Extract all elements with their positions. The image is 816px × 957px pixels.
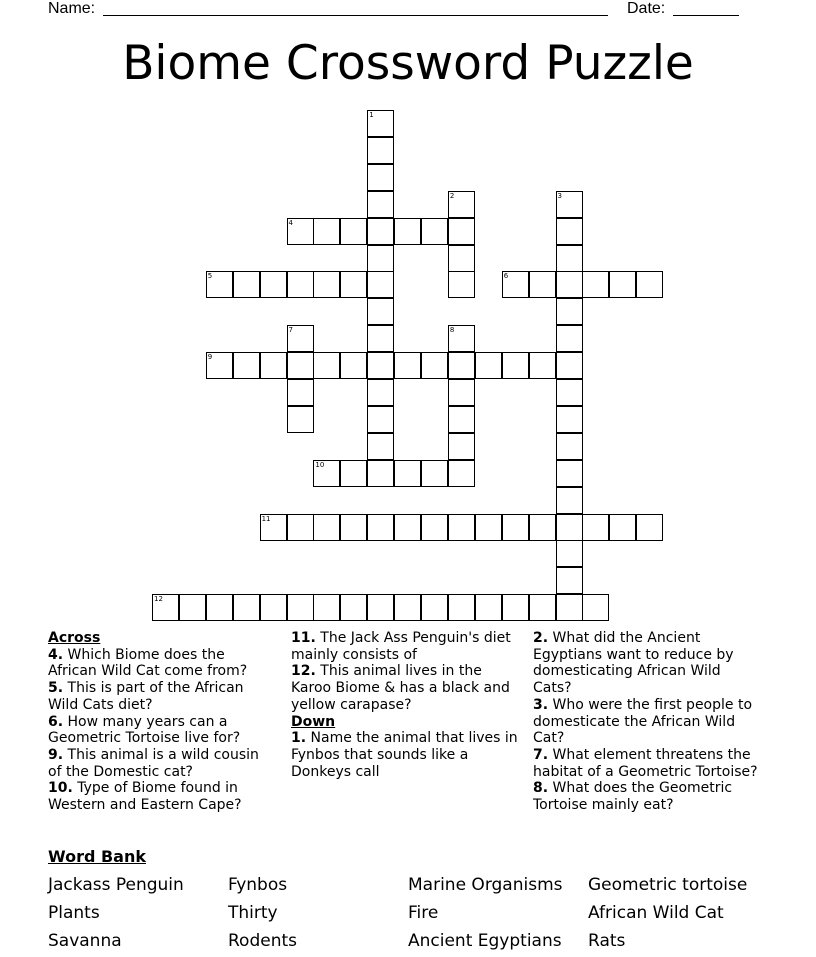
crossword-cell[interactable] [367,137,394,164]
crossword-cell[interactable] [421,352,448,379]
crossword-cell[interactable] [367,164,394,191]
crossword-cell[interactable] [367,110,394,137]
clue-number: 12 [154,595,163,604]
down-heading: Down [291,713,336,730]
crossword-cell[interactable] [287,352,314,379]
clue-number: 1 [369,111,374,119]
down-clue: 2. What did the Ancient Egyptians want to reduce by domesticating African Wild Cats? [533,630,734,697]
crossword-cell[interactable] [636,514,663,541]
clue-number: 6 [503,272,509,281]
crossword-cell[interactable] [448,352,475,379]
crossword-cell[interactable] [287,218,314,245]
crossword-cell[interactable] [394,594,421,621]
crossword-cell[interactable] [448,460,475,487]
crossword-cell[interactable] [313,271,340,298]
word-bank-item: Savanna [48,931,122,951]
crossword-cell[interactable] [179,594,206,621]
word-bank-item: Rats [588,931,626,951]
word-bank-item: African Wild Cat [588,903,724,923]
crossword-cell[interactable] [340,352,367,379]
crossword-cell[interactable] [636,271,663,298]
crossword-cell[interactable] [448,325,475,352]
crossword-cell[interactable] [233,352,260,379]
down-clue: 8. What does the Geometric Tortoise mainly eat? [533,780,733,814]
crossword-cell[interactable] [394,218,421,245]
crossword-cell[interactable] [609,514,636,541]
crossword-cell[interactable] [394,514,421,541]
crossword-cell[interactable] [206,594,233,621]
crossword-cell[interactable] [367,271,394,298]
crossword-cell[interactable] [556,325,583,352]
crossword-cell[interactable] [448,191,475,218]
crossword-cell[interactable] [556,245,583,272]
word-bank-item: Fire [408,903,439,923]
crossword-cell[interactable] [421,514,448,541]
clues-column-3 [533,630,758,814]
crossword-cell[interactable] [421,594,448,621]
crossword-cell[interactable] [502,594,529,621]
crossword-cell[interactable] [260,271,287,298]
clue-number: 11 [261,514,271,523]
word-bank-item: Ancient Egyptians [408,931,562,951]
crossword-cell[interactable] [367,460,394,487]
crossword-cell[interactable] [152,594,179,621]
crossword-cell[interactable] [556,218,583,245]
crossword-cell[interactable] [502,271,529,298]
crossword-cell[interactable] [475,352,502,379]
crossword-cell[interactable] [367,352,394,379]
crossword-cell[interactable] [260,352,287,379]
crossword-cell[interactable] [340,594,367,621]
crossword-cell[interactable] [233,271,260,298]
crossword-cell[interactable] [582,271,609,298]
crossword-cell[interactable] [448,594,475,621]
down-clue: 1. Name the animal that lives in Fynbos that sounds like a Donkeys call [291,730,518,780]
crossword-cell[interactable] [367,433,394,460]
word-bank-item: Fynbos [228,875,288,895]
crossword-cell[interactable] [260,594,287,621]
crossword-cell[interactable] [313,514,340,541]
crossword-cell[interactable] [313,218,340,245]
crossword-cell[interactable] [367,514,394,541]
crossword-cell[interactable] [475,514,502,541]
across-clue: 6. How many years can a Geometric Tortoise live for? [48,713,241,747]
clue-number: 3 [557,191,562,200]
across-clue: 10. Type of Biome found in Western and Eastern Cape? [48,780,242,814]
crossword-cell[interactable] [340,514,367,541]
crossword-cell[interactable] [529,271,556,298]
crossword-cell[interactable] [556,567,583,594]
crossword-cell[interactable] [313,352,340,379]
crossword-cell[interactable] [394,460,421,487]
crossword-cell[interactable] [556,379,583,406]
crossword-cell[interactable] [502,514,529,541]
page-title: Biome Crossword Puzzle [122,36,694,91]
crossword-cell[interactable] [448,271,475,298]
crossword-cell[interactable] [367,379,394,406]
clue-number: 7 [288,326,293,335]
clues-column-1 [48,630,273,814]
crossword-cell[interactable] [448,433,475,460]
word-bank-title: Word Bank [48,847,147,866]
clue-number: 9 [207,353,213,362]
date-label: Date: [627,0,666,17]
crossword-cell[interactable] [287,594,314,621]
crossword-cell[interactable] [556,460,583,487]
crossword-cell[interactable] [448,514,475,541]
crossword-cell[interactable] [529,514,556,541]
crossword-cell[interactable] [367,245,394,272]
clue-number: 2 [449,191,455,200]
crossword-cell[interactable] [556,514,583,541]
crossword-cell[interactable] [556,406,583,433]
crossword-cell[interactable] [313,460,340,487]
crossword-cell[interactable] [582,514,609,541]
crossword-cell[interactable] [260,514,287,541]
crossword-cell[interactable] [287,271,314,298]
crossword-cell[interactable] [287,406,314,433]
crossword-cell[interactable] [448,379,475,406]
crossword-cell[interactable] [287,514,314,541]
crossword-cell[interactable] [529,352,556,379]
crossword-cell[interactable] [448,245,475,272]
crossword-cell[interactable] [206,352,233,379]
word-bank-item: Geometric tortoise [588,875,748,895]
crossword-cell[interactable] [421,460,448,487]
crossword-cell[interactable] [556,191,583,218]
crossword-cell[interactable] [394,352,421,379]
crossword-cell[interactable] [206,271,233,298]
word-bank-item: Jackass Penguin [48,875,184,895]
across-clue: 11. The Jack Ass Penguin's diet mainly consists of [291,630,511,663]
name-label: Name: [48,0,96,17]
crossword-cell[interactable] [367,218,394,245]
word-bank-item: Plants [48,903,100,923]
crossword-cell[interactable] [556,271,583,298]
crossword-cell[interactable] [529,594,556,621]
crossword-cell[interactable] [556,298,583,325]
crossword-cell[interactable] [609,271,636,298]
clue-number: 8 [449,326,455,335]
crossword-cell[interactable] [556,487,583,514]
crossword-cell[interactable] [287,379,314,406]
crossword-cell[interactable] [340,271,367,298]
across-clue: 5. This is part of the African Wild Cats diet? [48,680,244,713]
across-clue: 9. This animal is a wild cousin of the Domestic cat? [48,746,259,780]
across-clue: 4. Which Biome does the African Wild Cat come from? [48,646,248,680]
across-heading: Across [48,630,101,646]
crossword-cell[interactable] [502,352,529,379]
crossword-cell[interactable] [367,406,394,433]
crossword-cell[interactable] [556,540,583,567]
crossword-cell[interactable] [448,406,475,433]
crossword-cell[interactable] [340,460,367,487]
crossword-cell[interactable] [475,594,502,621]
crossword-cell[interactable] [313,594,340,621]
crossword-cell[interactable] [367,191,394,218]
clue-number: 4 [288,218,293,227]
crossword-cell[interactable] [448,218,475,245]
crossword-cell[interactable] [556,433,583,460]
crossword-cell[interactable] [556,352,583,379]
crossword-cell[interactable] [556,594,583,621]
crossword-cell[interactable] [582,594,609,621]
down-clue: 7. What element threatens the habitat of a Geometric Tortoise? [533,746,758,780]
crossword-cell[interactable] [233,594,260,621]
across-clue: 12. This animal lives in the Karoo Biome & has a black and yellow carapase? [291,663,510,713]
word-bank-item: Thirty [228,903,278,923]
word-bank-item: Marine Organisms [408,875,563,895]
crossword-cell[interactable] [367,325,394,352]
clue-number: 5 [207,272,213,281]
crossword-cell[interactable] [421,218,448,245]
crossword-cell[interactable] [367,594,394,621]
clues-column-2 [291,630,521,780]
clue-number: 10 [315,460,325,469]
crossword-cell[interactable] [287,325,314,352]
crossword-cell[interactable] [340,218,367,245]
crossword-cell[interactable] [367,298,394,325]
down-clue: 3. Who were the first people to domesticate the African Wild Cat? [533,696,753,747]
word-bank-item: Rodents [228,931,297,951]
